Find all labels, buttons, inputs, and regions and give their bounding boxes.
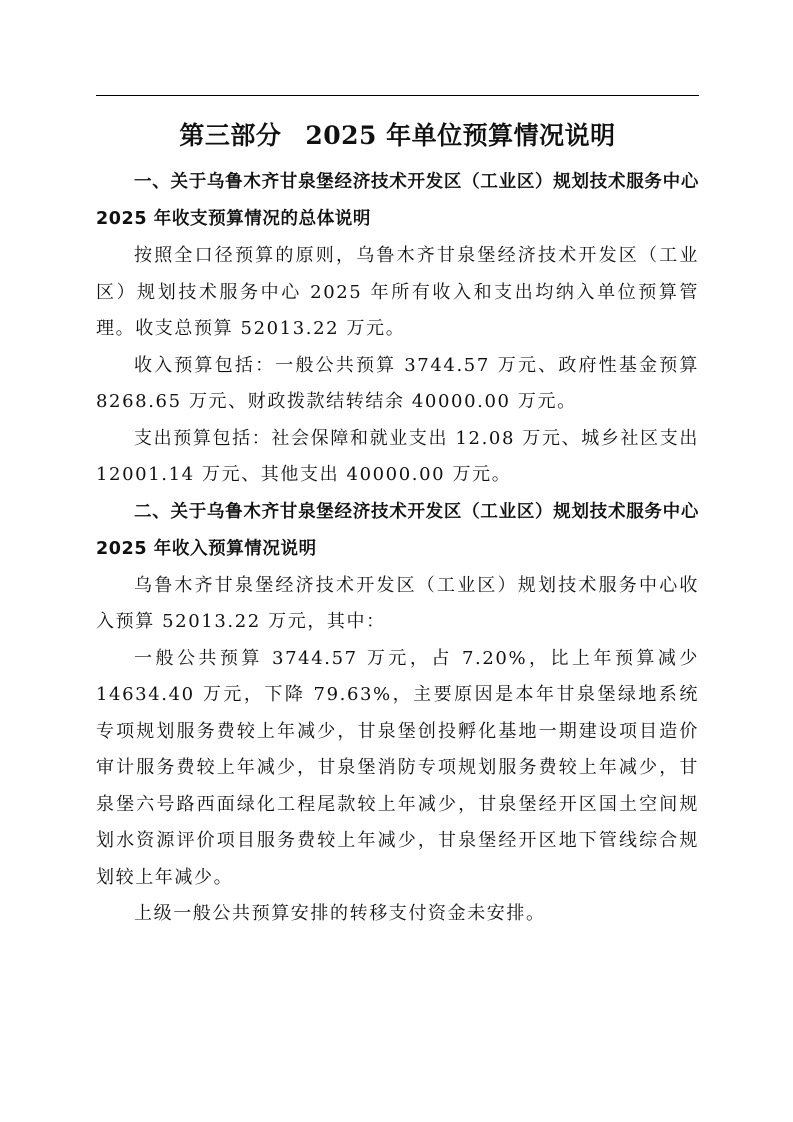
- paragraph: 上级一般公共预算安排的转移支付资金未安排。: [134, 903, 546, 924]
- title-text: 2025 年单位预算情况说明: [305, 121, 616, 150]
- paragraph: 按照全口径预算的原则，乌鲁木齐甘泉堡经济技术开发区（工业区）规划技术服务中心 2025 年所有收入和支出均纳入单位预算管理。收支总预算 52013.22 万元。: [96, 245, 699, 339]
- header-rule: [96, 95, 699, 96]
- paragraph: 支出预算包括：社会保障和就业支出 12.08 万元、城乡社区支出 12001.14 万元、其他支出 40000.00 万元。: [96, 427, 699, 485]
- paragraph: 收入预算包括：一般公共预算 3744.57 万元、政府性基金预算 8268.65 万元、财政拨款结转结余 40000.00 万元。: [96, 354, 699, 412]
- title-part: 第三部分: [179, 121, 282, 150]
- page-title: [96, 114, 699, 158]
- paragraph: 一般公共预算 3744.57 万元，占 7.20%，比上年预算减少 14634.40 万元，下降 79.63%，主要原因是本年甘泉堡绿地系统专项规划服务费较上年减少，甘泉堡创投孵化基地一期建设项目造价审计服务费较上年减少，甘泉堡消防专项规划服务费较上年减少，甘泉堡六号路西面绿化工程尾款较上年减少，甘泉堡经开区国土空间规划水资源评价项目服务费较上年减少，甘泉堡经开区地下管线综合规划较上年减少。: [96, 647, 699, 888]
- document-body: [96, 110, 699, 933]
- section-heading-1: 一、关于乌鲁木齐甘泉堡经济技术开发区（工业区）规划技术服务中心 2025 年收支预算情况的总体说明: [96, 172, 699, 229]
- section-heading-2: 二、关于乌鲁木齐甘泉堡经济技术开发区（工业区）规划技术服务中心 2025 年收入预算情况说明: [96, 501, 699, 559]
- paragraph: 乌鲁木齐甘泉堡经济技术开发区（工业区）规划技术服务中心收入预算 52013.22 万元，其中：: [96, 574, 699, 632]
